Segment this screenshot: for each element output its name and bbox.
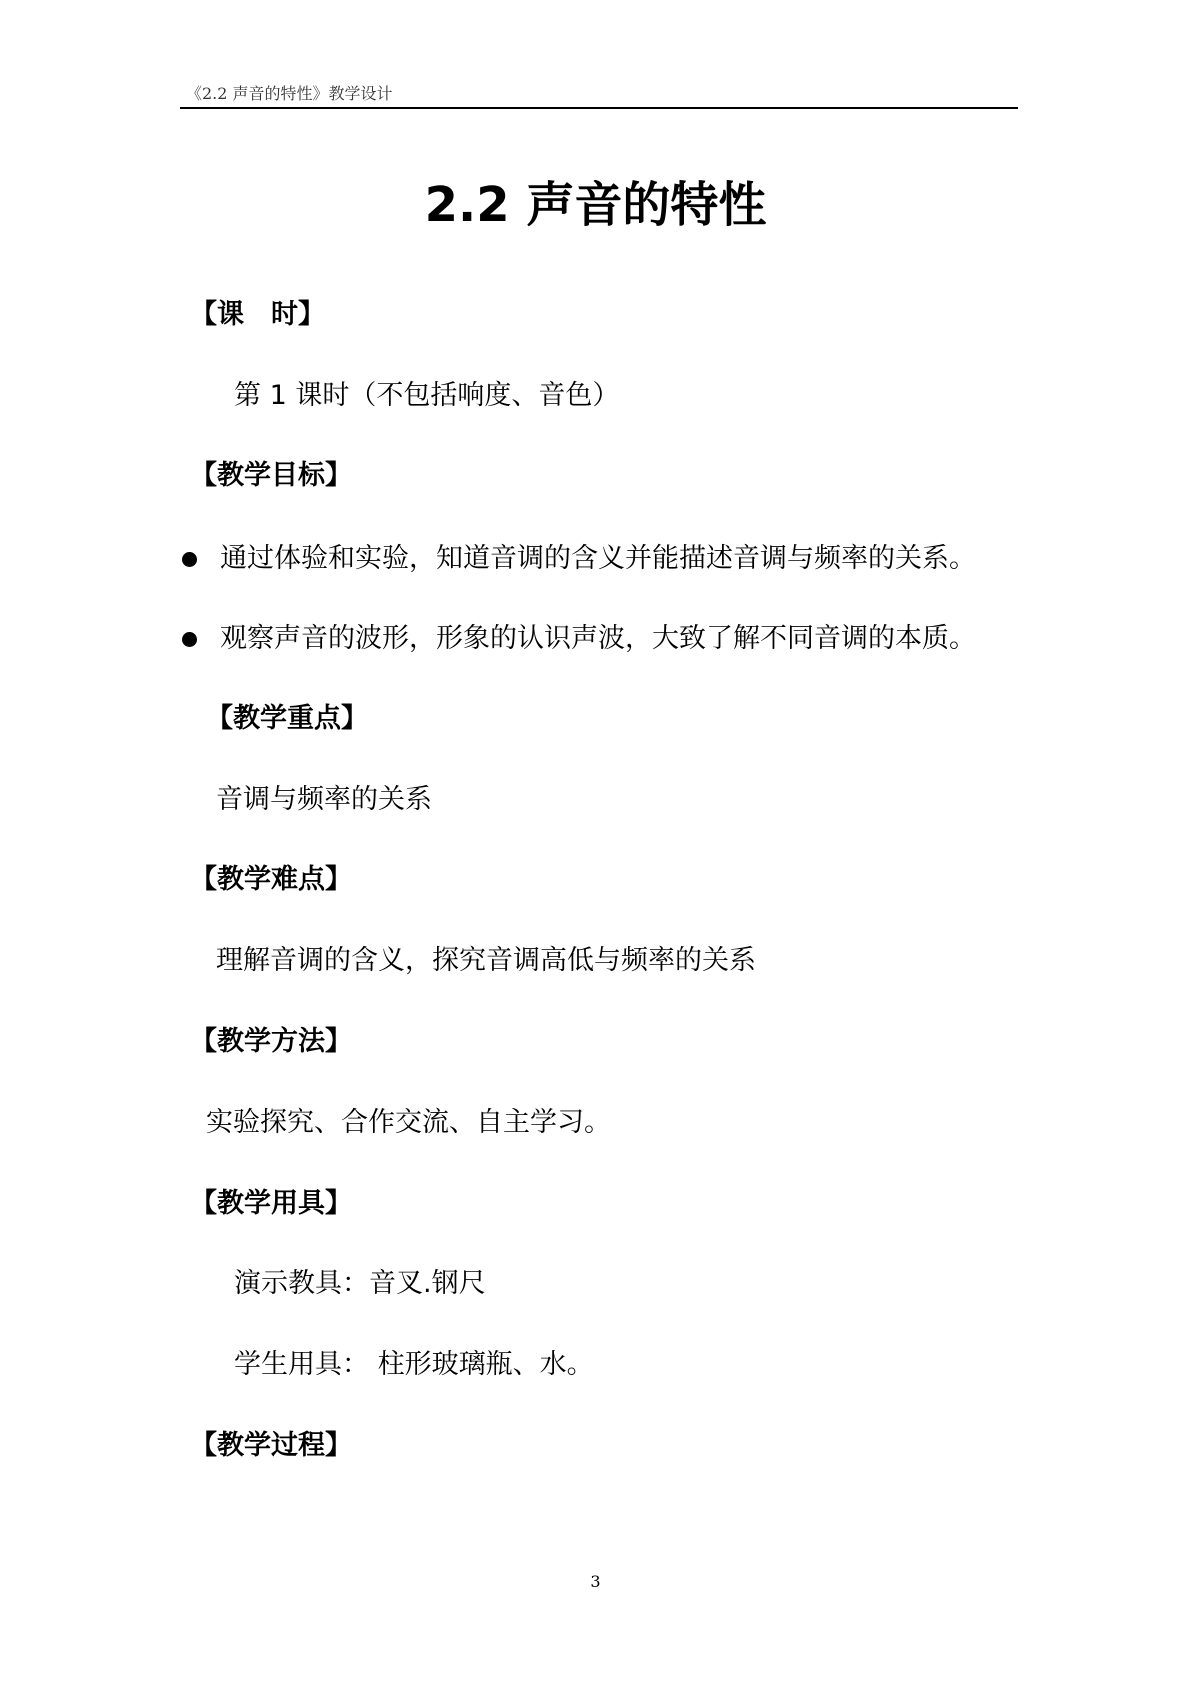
document-title: 2.2 声音的特性: [424, 177, 767, 233]
section-heading-process: 【教学过程】: [190, 1430, 352, 1461]
difficulties-text: 理解音调的含义，探究音调高低与频率的关系: [216, 945, 756, 976]
objective-item: 观察声音的波形，形象的认识声波，大致了解不同音调的本质。: [220, 623, 976, 654]
section-heading-tools: 【教学用具】: [190, 1188, 352, 1219]
section-heading-lesson-period: 【课 时】: [190, 299, 325, 330]
key-points-text: 音调与频率的关系: [216, 784, 432, 815]
objective-item: 通过体验和实验，知道音调的含义并能描述音调与频率的关系。: [220, 543, 976, 574]
bullet-icon: [182, 632, 197, 647]
section-heading-key-points: 【教学重点】: [206, 703, 368, 734]
bullet-icon: [182, 552, 197, 567]
lesson-period-text: 第 1 课时（不包括响度、音色）: [234, 380, 620, 411]
section-heading-objectives: 【教学目标】: [190, 460, 352, 491]
running-header: 《2.2 声音的特性》教学设计: [186, 84, 393, 103]
page-number: 3: [590, 1572, 601, 1591]
methods-text: 实验探究、合作交流、自主学习。: [206, 1107, 611, 1138]
section-heading-methods: 【教学方法】: [190, 1026, 352, 1057]
student-tools-text: 学生用具： 柱形玻璃瓶、水。: [234, 1349, 594, 1380]
demo-tools-text: 演示教具：音叉.钢尺: [234, 1268, 486, 1299]
header-divider: [180, 107, 1018, 109]
section-heading-difficulties: 【教学难点】: [190, 864, 352, 895]
